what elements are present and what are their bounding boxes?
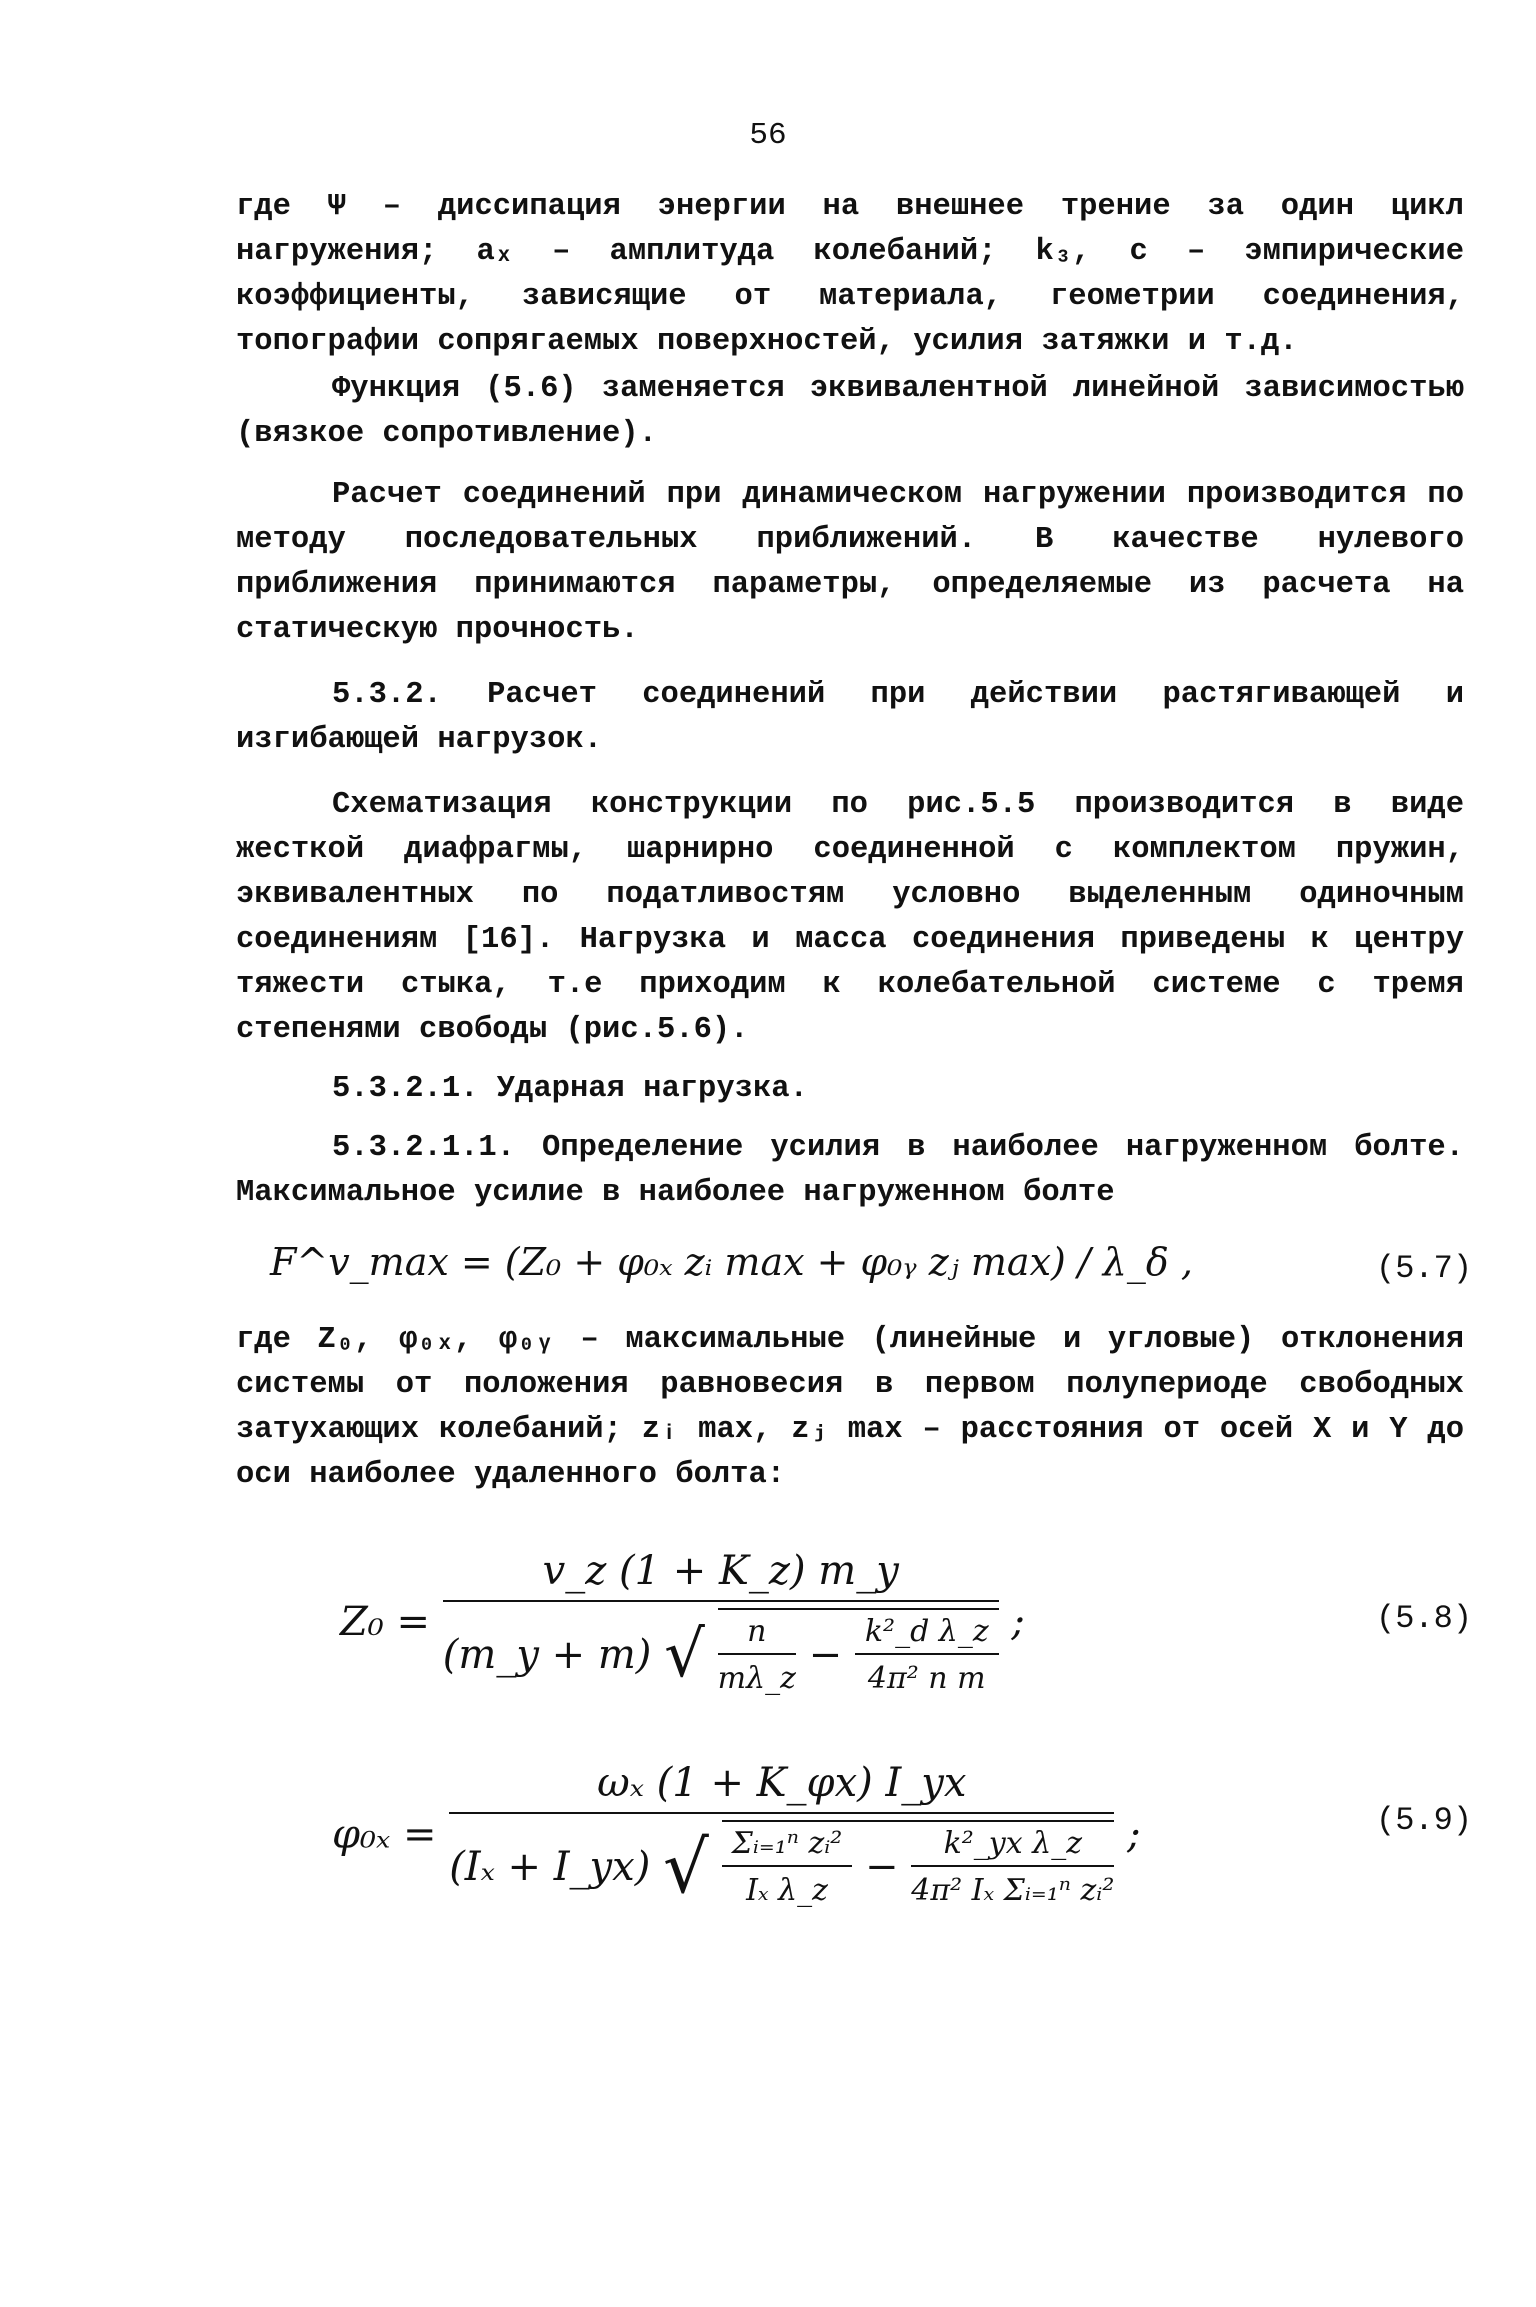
- formula-5-9-root-b-num: k²_yx λ_z: [911, 1826, 1114, 1867]
- equation-number-5-9: (5.9): [1376, 1802, 1473, 1839]
- text-block-where: [236, 1318, 1464, 1498]
- formula-5-8-radicand: [718, 1608, 999, 1696]
- equation-number-5-8: (5.8): [1376, 1600, 1473, 1637]
- paragraph-schematization: Схематизация конструкции по рис.5.5 производится в виде жесткой диафрагмы, шарнирно соединенной с комплектом пружин, эквивалентных по податливостям условно выделенным одиночным соединениям [16]. Нагрузка и масса соединения приведены к центру тяжести стыка, т.е приходим к колебательной системе с тремя степенями свободы (рис.5.6).: [236, 788, 1464, 1047]
- formula-5-8-denominator: [443, 1602, 999, 1696]
- paragraph-bolt-force: 5.3.2.1.1. Определение усилия в наиболее нагруженном болте. Максимальное усилие в наиболее нагруженном болте: [236, 1131, 1464, 1210]
- formula-5-9-root-b-den: 4π² Iₓ Σᵢ₌₁ⁿ zᵢ²: [911, 1873, 1115, 1908]
- formula-5-9-radicand: [722, 1820, 1115, 1908]
- formula-5-9-root-a-den: Iₓ λ_z: [746, 1873, 828, 1908]
- formula-5-9-left: φ₀ₓ =: [332, 1811, 437, 1858]
- text-block-top: [236, 185, 1464, 1216]
- minus-sign: −: [865, 1844, 899, 1890]
- formula-5-7-expression: F^v_max = (Z₀ + φ₀ₓ zᵢ max + φ₀ᵧ zⱼ max) / λ_δ ,: [270, 1240, 1193, 1284]
- paragraph-where-definitions: где Z₀, φ₀ₓ, φ₀ᵧ – максимальные (линейные и угловые) отклонения системы от положения равновесия в первом полупериоде свободных затухающих колебаний; zᵢ max, zⱼ max – расстояния от осей X и Y до оси наиболее удаленного болта:: [236, 1323, 1464, 1492]
- section-heading-5-3-2: 5.3.2. Расчет соединений при действии растягивающей и изгибающей нагрузок.: [236, 678, 1464, 757]
- formula-5-9-fraction: [449, 1760, 1114, 1909]
- paragraph-dissipation-definition: где Ψ – диссипация энергии на внешнее трение за один цикл нагружения; aₓ – амплитуда колебаний; k₃, c – эмпирические коэффициенты, зависящие от материала, геометрии соединения, топографии сопрягаемых поверхностей, усилия затяжки и т.д.: [236, 190, 1464, 359]
- formula-5-8-fraction: [443, 1548, 999, 1696]
- formula-5-8-root-a-num: n: [718, 1614, 796, 1655]
- section-heading-5-3-2-1: 5.3.2.1. Ударная нагрузка.: [332, 1072, 808, 1106]
- formula-5-8-den-mass: (m_y + m): [442, 1632, 652, 1678]
- formula-5-9-root-fraction-b: [911, 1826, 1114, 1908]
- formula-5-8-root-fraction-b: [855, 1614, 999, 1696]
- formula-5-9: [332, 1760, 1141, 1909]
- formula-5-9-den-inertia: (Iₓ + I_yx): [449, 1844, 651, 1890]
- paragraph-function-replacement: Функция (5.6) заменяется эквивалентной линейной зависимостью (вязкое сопротивление).: [236, 372, 1464, 451]
- paragraph-calculation-method: Расчет соединений при динамическом нагружении производится по методу последовательных приближений. В качестве нулевого приближения принимаются параметры, определяемые из расчета на статическую прочность.: [236, 478, 1464, 647]
- formula-5-7: [270, 1240, 1193, 1284]
- formula-5-9-root-fraction-a: [722, 1826, 853, 1908]
- formula-5-8-root-a-den: mλ_z: [717, 1661, 796, 1696]
- formula-5-8: [340, 1548, 1025, 1696]
- formula-5-9-root-a-num: Σᵢ₌₁ⁿ zᵢ²: [722, 1826, 853, 1867]
- equation-number-5-7: (5.7): [1376, 1250, 1473, 1287]
- formula-5-8-root-b-den: 4π² n m: [867, 1661, 986, 1696]
- minus-sign: −: [808, 1632, 843, 1678]
- formula-5-8-left: Z₀ =: [340, 1599, 431, 1645]
- formula-5-8-root-fraction-a: [718, 1614, 796, 1696]
- page-number: 56: [749, 118, 787, 153]
- formula-5-8-root-b-num: k²_d λ_z: [855, 1614, 999, 1655]
- sqrt-icon: √: [664, 1618, 705, 1692]
- formula-5-8-numerator: v_z (1 + K_z) m_y: [443, 1548, 999, 1602]
- formula-5-9-numerator: ωₓ (1 + K_φx) I_yx: [449, 1760, 1114, 1814]
- semicolon: ;: [1127, 1811, 1141, 1858]
- formula-5-9-denominator: [449, 1814, 1114, 1909]
- semicolon: ;: [1011, 1599, 1025, 1645]
- sqrt-icon: √: [663, 1825, 709, 1909]
